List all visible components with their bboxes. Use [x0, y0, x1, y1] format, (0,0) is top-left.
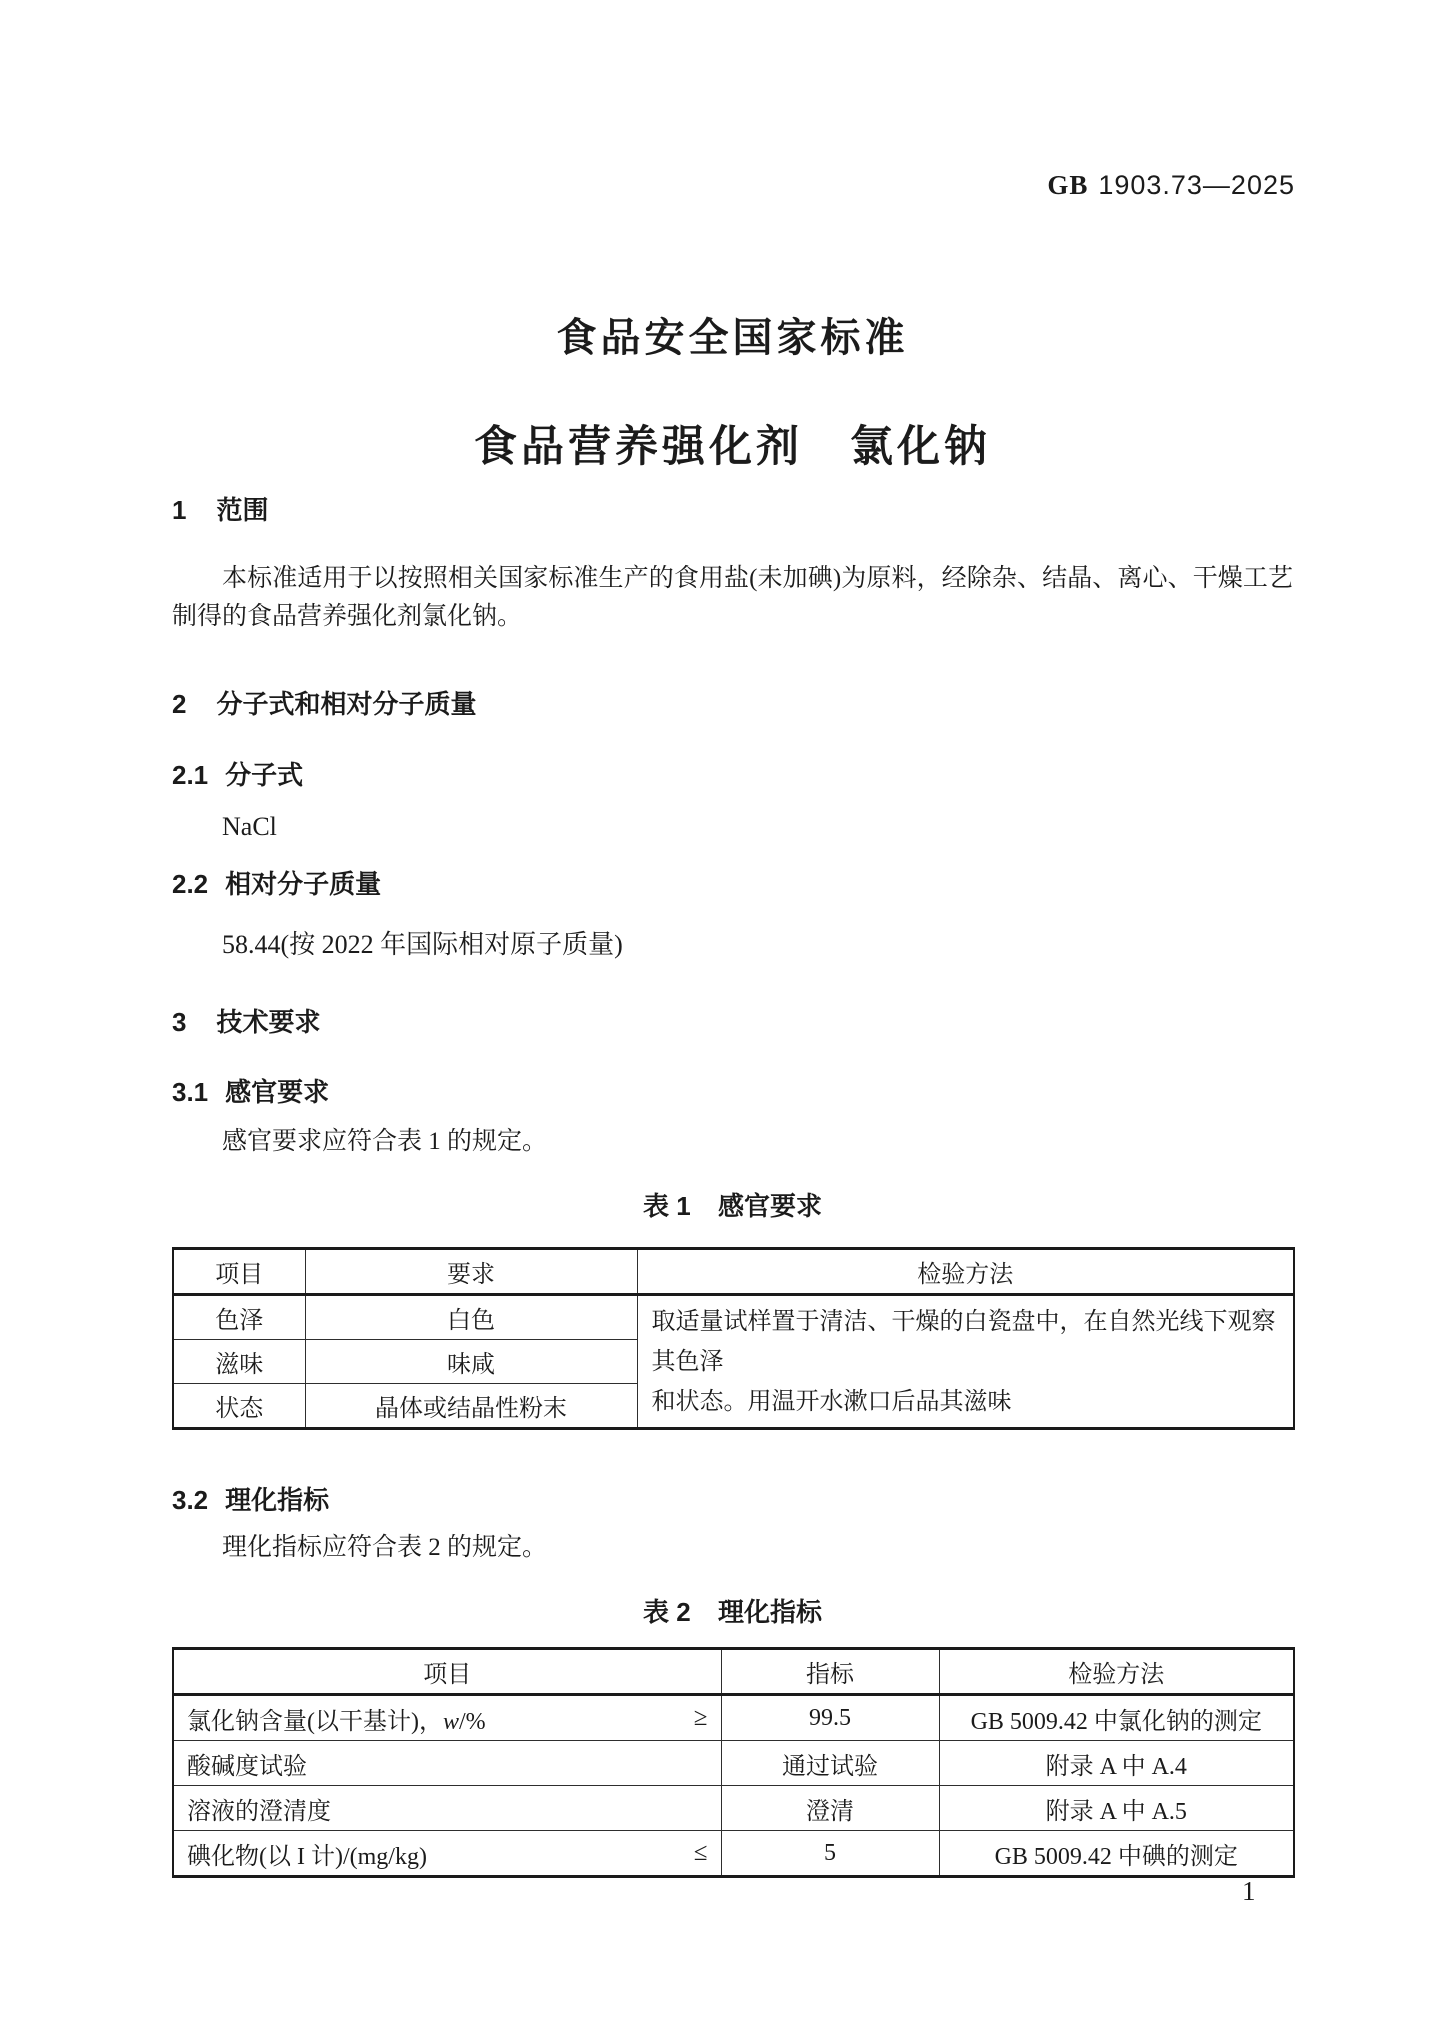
table-row: [173, 1786, 1294, 1831]
table1-caption-number: 表 1: [643, 1191, 691, 1221]
table2-method-nacl: GB 5009.42 中氯化钠的测定: [939, 1695, 1294, 1741]
section-3-heading: [172, 1002, 320, 1039]
section-3-1-paragraph: 感官要求应符合表 1 的规定。: [222, 1128, 548, 1155]
section-1-heading: [172, 490, 268, 527]
table2-item-clarity: 溶液的澄清度: [173, 1786, 721, 1831]
table1-req-state: 晶体或结晶性粉末: [305, 1384, 637, 1429]
section-2-title: 分子式和相对分子质量: [216, 689, 477, 719]
section-2-number: 2: [172, 689, 187, 719]
table2-item-iodide: 碘化物(以 I 计)/(mg/kg) ≤: [173, 1831, 721, 1877]
table2-item-nacl-content: [173, 1695, 721, 1741]
table-header-row: [173, 1649, 1294, 1695]
table-row: [173, 1695, 1294, 1741]
table2-value-clarity: 澄清: [721, 1786, 939, 1831]
table1-header-item: 项目: [173, 1249, 305, 1295]
section-3-1-title: 感官要求: [225, 1077, 330, 1107]
table2-method-iodide: GB 5009.42 中碘的测定: [939, 1831, 1294, 1877]
table2-item-acidity: 酸碱度试验: [173, 1741, 721, 1786]
table2-header-item: 项目: [173, 1649, 721, 1695]
section-2-2-title: 相对分子质量: [225, 869, 382, 899]
table2-header-method: 检验方法: [939, 1649, 1294, 1695]
section-3-2-heading: [172, 1480, 329, 1517]
table2-method-clarity: 附录 A 中 A.5: [939, 1786, 1294, 1831]
item-text: 氯化钠含量(以干基计)，w/%: [187, 1708, 486, 1735]
table2-value-iodide: 5: [721, 1831, 939, 1877]
section-2-1-title: 分子式: [225, 760, 304, 790]
table-row: [173, 1831, 1294, 1877]
section-2-2-number: 2.2: [172, 869, 209, 899]
gte-symbol: ≥: [693, 1704, 708, 1731]
table-header-row: [173, 1249, 1294, 1295]
table2-method-acidity: 附录 A 中 A.4: [939, 1741, 1294, 1786]
standard-code-number: 1903.73—2025: [1098, 170, 1295, 200]
table1-method-line2: 和状态。用温开水漱口后品其滋味: [651, 1388, 1012, 1415]
table-row: [173, 1295, 1294, 1340]
section-3-2-number: 3.2: [172, 1485, 209, 1515]
table1-item-color: 色泽: [173, 1295, 305, 1340]
table-row: [173, 1741, 1294, 1786]
table2-caption-number: 表 2: [643, 1597, 691, 1627]
standard-code-prefix: GB: [1047, 170, 1089, 200]
table2-header-indicator: 指标: [721, 1649, 939, 1695]
sensory-requirements-table: [172, 1247, 1295, 1430]
table2-caption-title: 理化指标: [717, 1597, 822, 1627]
section-1-number: 1: [172, 495, 187, 525]
section-2-1-heading: [172, 755, 303, 792]
section-1-title: 范围: [216, 495, 269, 525]
page-number: 1: [1242, 1876, 1256, 1906]
table1-item-state: 状态: [173, 1384, 305, 1429]
table1-method-cell: [637, 1295, 1294, 1429]
table1-caption: [172, 1186, 1293, 1223]
section-3-2-title: 理化指标: [225, 1485, 330, 1515]
table1-header-method: 检验方法: [637, 1249, 1294, 1295]
table1-caption-title: 感官要求: [717, 1191, 822, 1221]
lte-symbol: ≤: [693, 1839, 708, 1866]
section-2-heading: [172, 684, 476, 721]
variable-w: w: [442, 1708, 459, 1735]
document-title-line1: 食品安全国家标准: [556, 316, 909, 360]
table2-value-nacl: 99.5: [721, 1695, 939, 1741]
table1-req-color: 白色: [305, 1295, 637, 1340]
table1-method-line1: 取适量试样置于清洁、干燥的白瓷盘中，在自然光线下观察其色泽: [651, 1308, 1276, 1375]
document-title-line2: 食品营养强化剂 氯化钠: [474, 423, 991, 471]
molecular-weight: 58.44(按 2022 年国际相对原子质量): [222, 930, 623, 959]
table1-header-requirement: 要求: [305, 1249, 637, 1295]
section-1-paragraph: 本标准适用于以按照相关国家标准生产的食用盐(未加碘)为原料，经除杂、结晶、离心、干燥工艺制得的食品营养强化剂氯化钠。: [172, 565, 1293, 630]
table2-caption: [172, 1592, 1293, 1629]
molecular-formula: NaCl: [222, 812, 277, 841]
standard-code: [1047, 170, 1295, 201]
section-3-title: 技术要求: [216, 1007, 321, 1037]
physicochemical-indicators-table: [172, 1647, 1295, 1878]
section-3-2-paragraph: 理化指标应符合表 2 的规定。: [222, 1534, 548, 1561]
table2-value-acidity: 通过试验: [721, 1741, 939, 1786]
section-3-number: 3: [172, 1007, 187, 1037]
table1-req-taste: 味咸: [305, 1340, 637, 1384]
table1-item-taste: 滋味: [173, 1340, 305, 1384]
section-3-1-number: 3.1: [172, 1077, 209, 1107]
section-2-2-heading: [172, 864, 381, 901]
section-2-1-number: 2.1: [172, 760, 209, 790]
section-3-1-heading: [172, 1072, 329, 1109]
